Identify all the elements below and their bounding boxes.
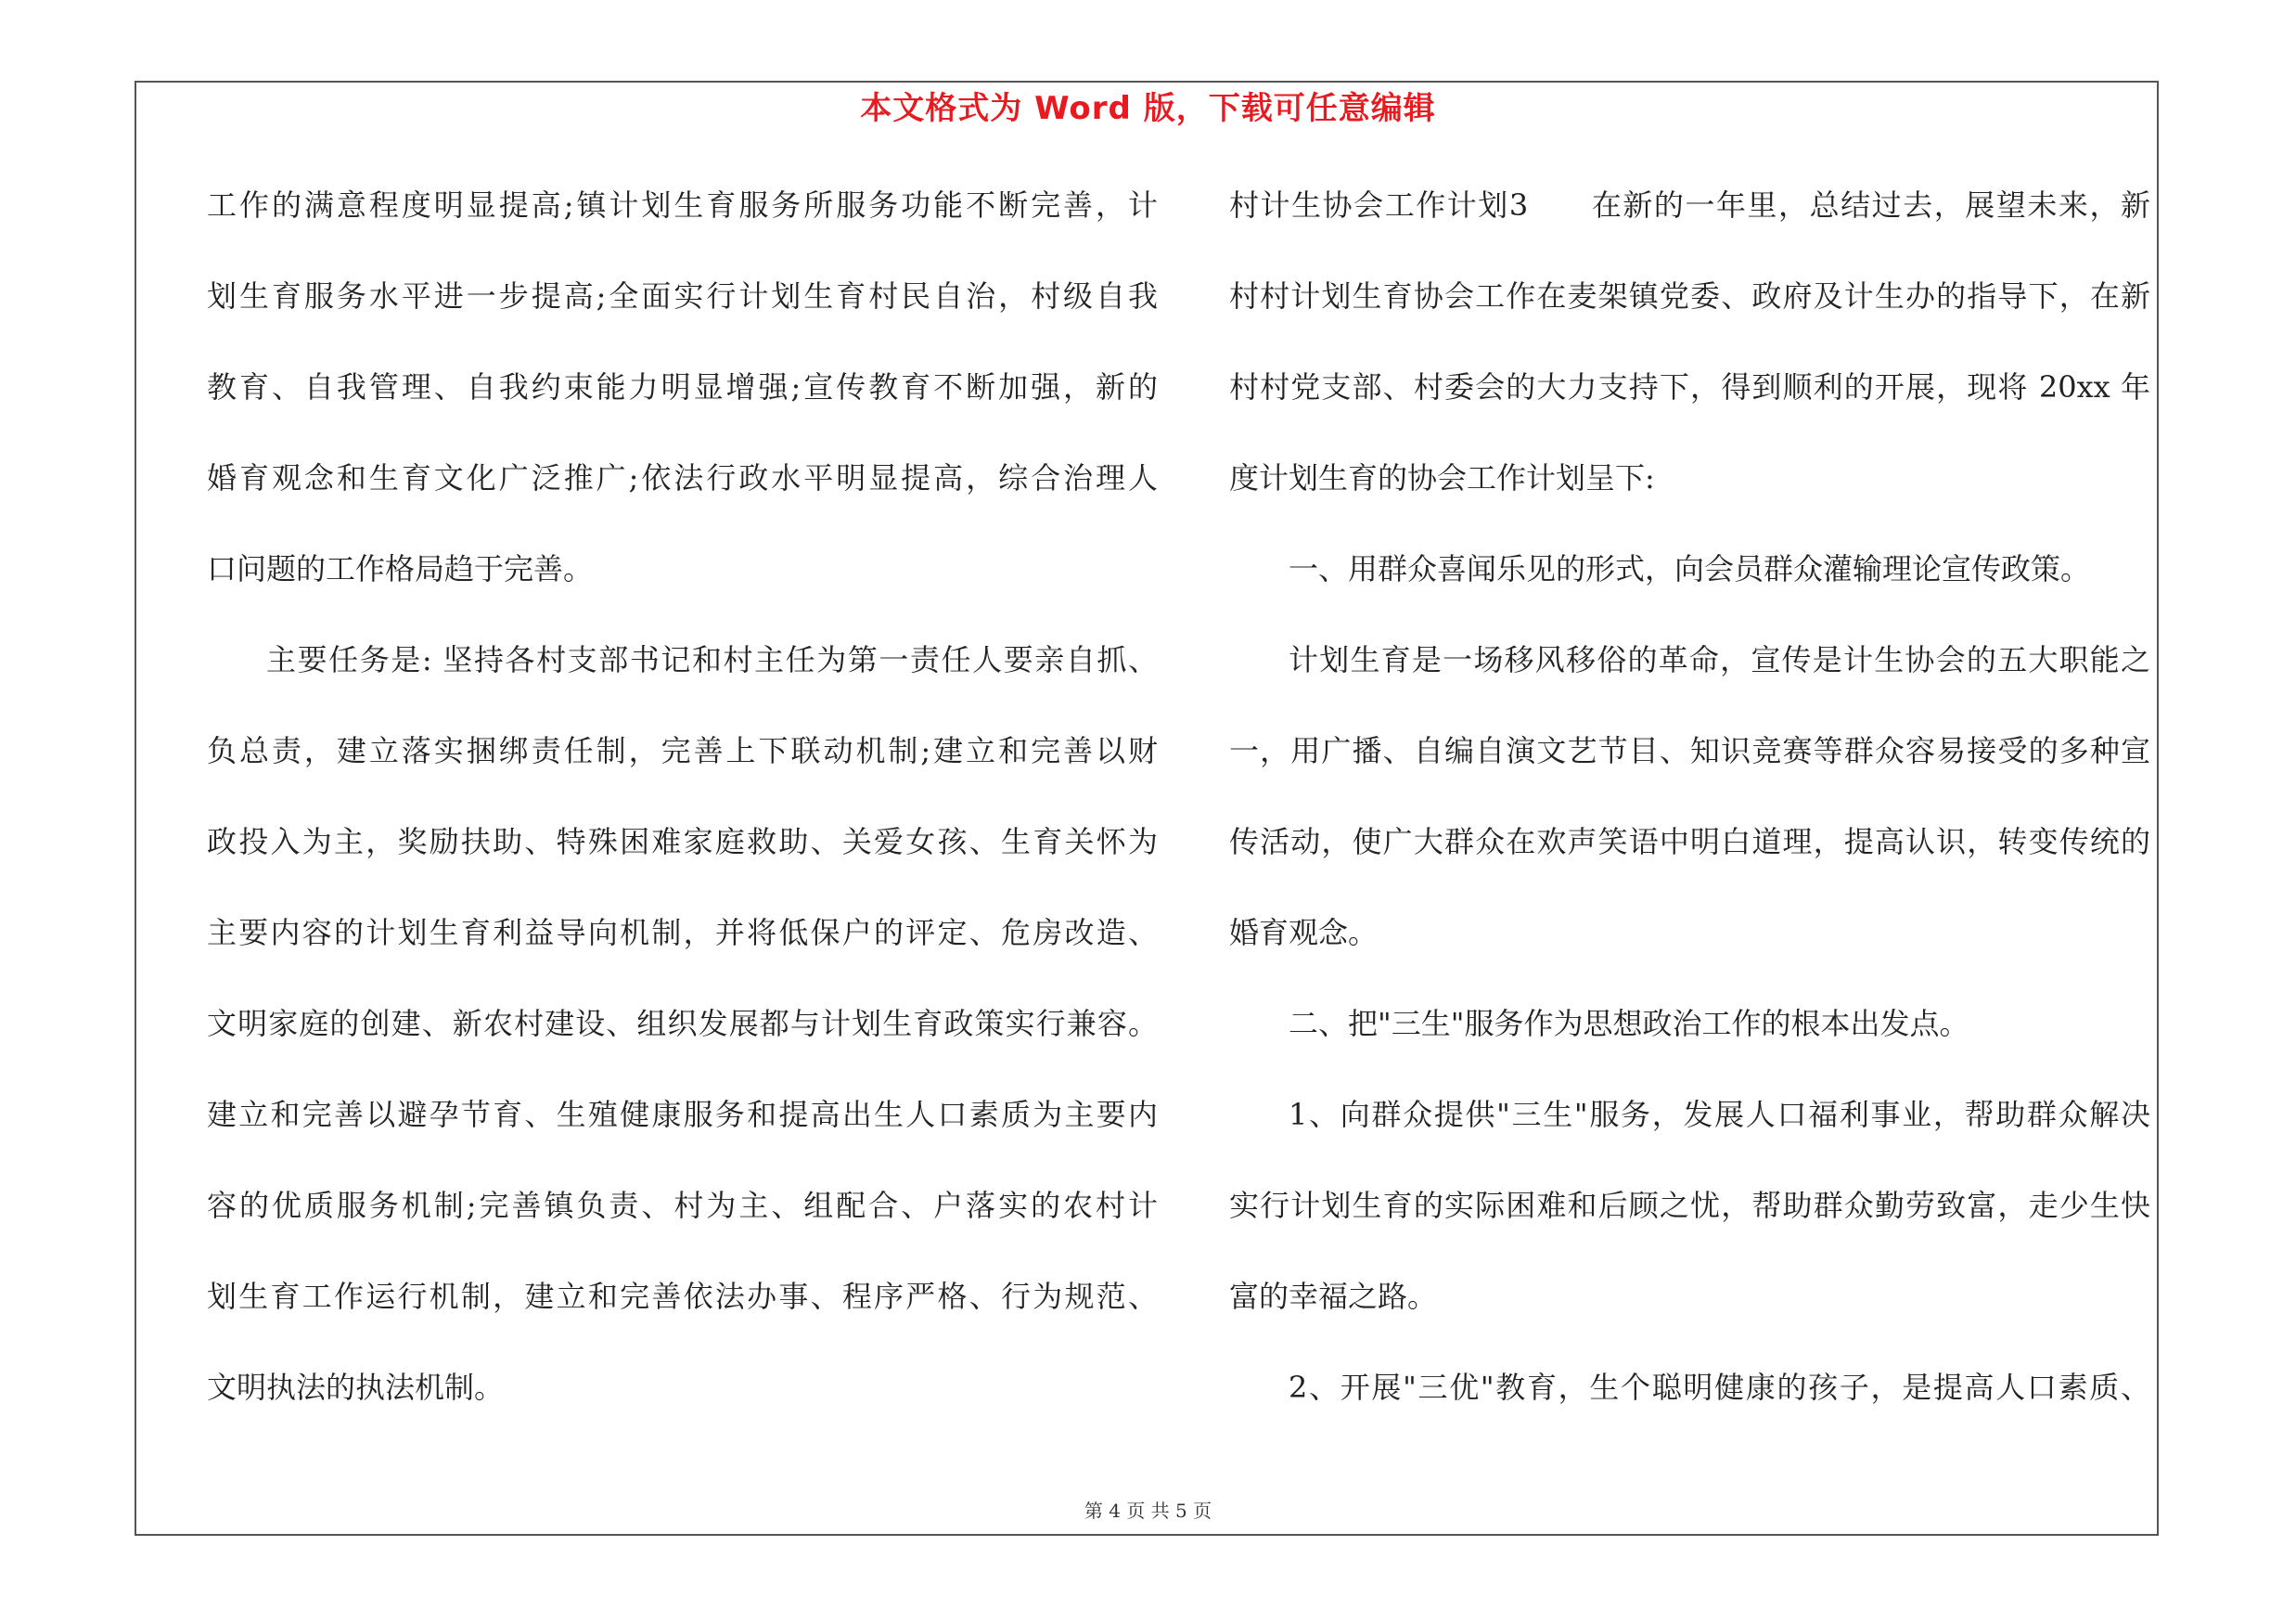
text-line: 实行计划生育的实际困难和后顾之忧，帮助群众勤劳致富，走少生快 [1229, 1188, 2150, 1223]
text-line: 口问题的工作格局趋于完善。 [207, 551, 594, 586]
text-line: 1、向群众提供"三生"服务，发展人口福利事业，帮助群众解决 [1289, 1097, 2150, 1132]
text-line: 度计划生育的协会工作计划呈下: [1229, 460, 1655, 496]
text-line: 二、把"三生"服务作为思想政治工作的根本出发点。 [1289, 1006, 1969, 1041]
text-line: 一，用广播、自编自演文艺节目、知识竞赛等群众容易接受的多种宣 [1229, 733, 2150, 768]
text-line: 文明家庭的创建、新农村建设、组织发展都与计划生育政策实行兼容。 [207, 1006, 1158, 1041]
text-line: 建立和完善以避孕节育、生殖健康服务和提高出生人口素质为主要内 [207, 1097, 1158, 1132]
text-line: 文明执法的执法机制。 [207, 1370, 505, 1405]
text-line: 主要任务是: 坚持各村支部书记和村主任为第一责任人要亲自抓、 [266, 642, 1158, 677]
text-line: 划生育工作运行机制，建立和完善依法办事、程序严格、行为规范、 [207, 1279, 1158, 1314]
right-text-column [1229, 183, 2150, 1456]
text-line: 村计生协会工作计划3 在新的一年里，总结过去，展望未来，新 [1229, 187, 2150, 223]
text-line: 负总责，建立落实捆绑责任制，完善上下联动机制;建立和完善以财 [207, 733, 1158, 768]
text-line: 一、用群众喜闻乐见的形式，向会员群众灌输理论宣传政策。 [1289, 551, 2091, 586]
text-line: 政投入为主，奖励扶助、特殊困难家庭救助、关爱女孩、生育关怀为 [207, 824, 1158, 859]
left-text-column [207, 183, 1158, 1456]
text-line: 工作的满意程度明显提高;镇计划生育服务所服务功能不断完善，计 [207, 187, 1158, 223]
text-line: 容的优质服务机制;完善镇负责、村为主、组配合、户落实的农村计 [207, 1188, 1158, 1223]
text-line: 村村党支部、村委会的大力支持下，得到顺利的开展，现将 20xx 年 [1229, 369, 2150, 405]
text-line: 婚育观念和生育文化广泛推广;依法行政水平明显提高，综合治理人 [207, 460, 1158, 496]
text-line: 婚育观念。 [1229, 915, 1379, 950]
text-line: 村村计划生育协会工作在麦架镇党委、政府及计生办的指导下，在新 [1229, 278, 2150, 314]
text-line: 富的幸福之路。 [1229, 1279, 1438, 1314]
text-line: 主要内容的计划生育利益导向机制，并将低保户的评定、危房改造、 [207, 915, 1158, 950]
text-line: 计划生育是一场移风移俗的革命，宣传是计生协会的五大职能之 [1289, 642, 2150, 677]
word-format-banner: 本文格式为 Word 版，下载可任意编辑 [860, 90, 1436, 127]
text-line: 2、开展"三优"教育，生个聪明健康的孩子，是提高人口素质、 [1289, 1370, 2150, 1405]
text-line: 教育、自我管理、自我约束能力明显增强;宣传教育不断加强，新的 [207, 369, 1158, 405]
text-line: 划生育服务水平进一步提高;全面实行计划生育村民自治，村级自我 [207, 278, 1158, 314]
text-line: 传活动，使广大群众在欢声笑语中明白道理，提高认识，转变传统的 [1229, 824, 2150, 859]
page-number-footer: 第 4 页 共 5 页 [1084, 1500, 1212, 1522]
